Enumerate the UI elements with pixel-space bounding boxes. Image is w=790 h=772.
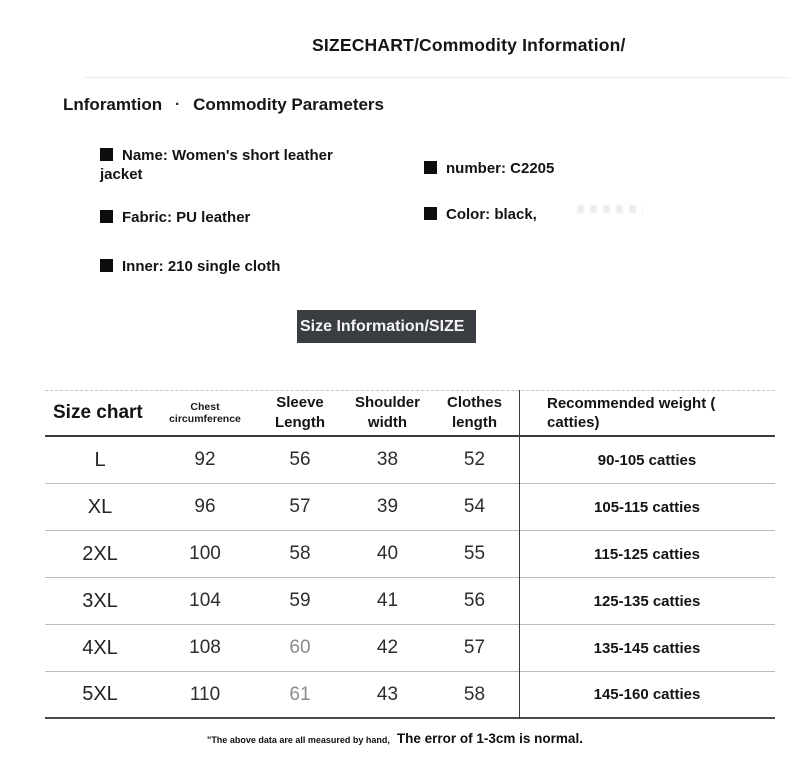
param-number — [424, 159, 554, 178]
clothes-value: 57 — [463, 637, 486, 658]
table-row-l — [45, 437, 775, 484]
shoulder-value: 43 — [376, 683, 399, 705]
title-divider — [84, 77, 790, 78]
weight-value: 90-105 catties — [597, 451, 697, 469]
col-header-size-chart: Size chart — [53, 402, 143, 423]
sleeve-value: 56 — [289, 449, 311, 470]
sleeve-value: 58 — [289, 543, 311, 564]
shoulder-value: 39 — [376, 496, 399, 517]
square-bullet-icon — [100, 210, 113, 223]
chest-value: 108 — [189, 637, 221, 658]
param-name-label: Name: Women's short leather jacket — [100, 147, 333, 183]
chest-value: 100 — [189, 543, 221, 564]
heading-part-2: Commodity Parameters — [193, 95, 384, 114]
param-color — [424, 205, 537, 224]
table-row-3xl — [45, 578, 775, 625]
square-bullet-icon — [100, 148, 113, 161]
faded-text-artifact — [577, 205, 643, 213]
size-table — [45, 390, 775, 719]
sleeve-value: 60 — [289, 637, 311, 658]
param-color-label: Color: black, — [446, 206, 537, 223]
size-label: 4XL — [82, 636, 118, 659]
commodity-parameters-heading — [63, 95, 384, 115]
param-inner — [100, 257, 280, 276]
size-label: 3XL — [82, 589, 118, 612]
size-label: 2XL — [82, 542, 118, 565]
square-bullet-icon — [424, 207, 437, 220]
chest-value: 92 — [194, 449, 216, 470]
param-name — [100, 146, 362, 184]
weight-value: 105-115 catties — [594, 498, 700, 516]
sleeve-value: 57 — [289, 496, 311, 517]
table-vertical-divider — [519, 390, 520, 719]
table-row-5xl — [45, 672, 775, 719]
shoulder-value: 42 — [376, 637, 399, 658]
size-label: 5XL — [82, 683, 118, 705]
col-header-sleeve: Sleeve Length — [275, 394, 325, 431]
sleeve-value: 61 — [289, 683, 311, 705]
weight-value: 115-125 catties — [594, 545, 700, 563]
param-inner-label: Inner: 210 single cloth — [122, 258, 281, 275]
table-row-2xl — [45, 531, 775, 578]
clothes-value: 58 — [463, 683, 486, 705]
size-label: XL — [87, 495, 113, 518]
clothes-value: 54 — [463, 496, 486, 517]
table-row-xl — [45, 484, 775, 531]
col-header-clothes: Clothes length — [446, 394, 502, 431]
weight-value: 145-160 catties — [593, 686, 701, 703]
chest-value: 104 — [189, 590, 221, 611]
param-number-label: number: C2205 — [446, 160, 555, 177]
chest-value: 110 — [189, 683, 221, 705]
square-bullet-icon — [100, 259, 113, 272]
shoulder-value: 38 — [376, 449, 399, 470]
weight-value: 125-135 catties — [593, 592, 701, 610]
weight-value: 135-145 catties — [593, 639, 701, 657]
page-title: SIZECHART/Commodity Information/ — [312, 35, 626, 55]
table-row-4xl — [45, 625, 775, 672]
clothes-value: 55 — [463, 543, 486, 564]
param-fabric-label: Fabric: PU leather — [122, 209, 251, 226]
param-fabric — [100, 208, 250, 227]
dot-separator: · — [175, 96, 181, 113]
clothes-value: 56 — [463, 590, 486, 611]
col-header-weight: Recommended weight ( catties) — [547, 395, 716, 431]
heading-part-1: Lnforamtion — [63, 95, 163, 114]
table-header-row — [45, 390, 775, 437]
disclaimer-large-text: The error of 1-3cm is normal. — [396, 731, 583, 746]
measurement-disclaimer — [0, 731, 790, 746]
shoulder-value: 41 — [376, 590, 399, 611]
square-bullet-icon — [424, 161, 437, 174]
clothes-value: 52 — [463, 449, 486, 470]
size-information-banner: Size Information/SIZE — [297, 310, 476, 343]
col-header-chest: Chest circumference — [169, 401, 241, 425]
disclaimer-small-text: "The above data are all measured by hand, — [207, 735, 390, 745]
shoulder-value: 40 — [376, 543, 399, 564]
size-label: L — [94, 448, 106, 471]
col-header-shoulder: Shoulder width — [354, 394, 420, 431]
chest-value: 96 — [194, 496, 216, 517]
sleeve-value: 59 — [289, 590, 311, 611]
